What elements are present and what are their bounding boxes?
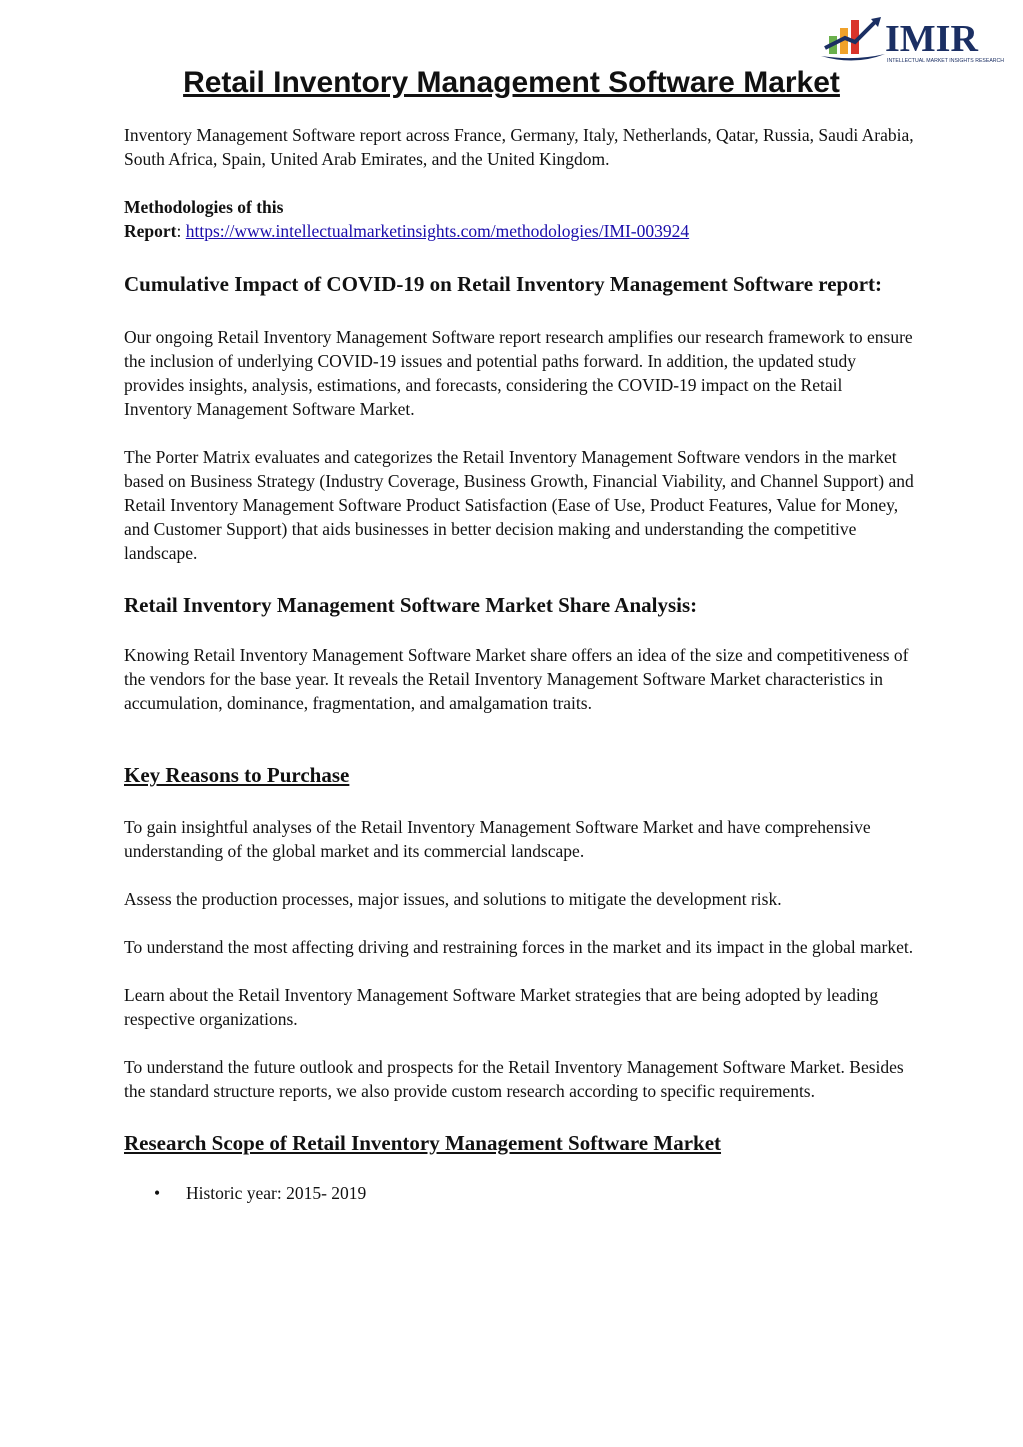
document-body <box>124 123 914 1205</box>
covid-paragraph-2: The Porter Matrix evaluates and categorizes the Retail Inventory Management Software vendors in the market based on Business Strategy (Industry Coverage, Business Growth, Financial Viability, and Channel Support) and Retail Inventory Management Software Product Satisfaction (Ease of Use, Product Features, Value for Money, and Customer Support) that aids businesses in better decision making and understanding the competitive landscape. <box>124 447 914 563</box>
reasons-heading: Key Reasons to Purchase <box>124 763 350 787</box>
covid-heading: Cumulative Impact of COVID-19 on Retail Inventory Management Software report: <box>124 272 883 296</box>
reason-item: Learn about the Retail Inventory Management Software Market strategies that are being adopted by leading respective organizations. <box>124 985 879 1029</box>
list-item <box>124 1181 914 1205</box>
reason-item: To understand the most affecting driving and restraining forces in the market and its impact in the global market. <box>124 937 914 957</box>
scope-item-text: Historic year: 2015- 2019 <box>186 1183 367 1203</box>
reason-item: To understand the future outlook and prospects for the Retail Inventory Management Software Market. Besides the standard structure reports, we also provide custom research according to specific requirements. <box>124 1057 904 1101</box>
scope-heading: Research Scope of Retail Inventory Management Software Market <box>124 1131 722 1155</box>
methodologies-link[interactable]: https://www.intellectualmarketinsights.com/methodologies/IMI-003924 <box>185 221 690 241</box>
bullet-icon: • <box>154 1183 161 1203</box>
methodologies-label: Methodologies of this <box>124 197 284 217</box>
methodologies-colon: : <box>176 221 182 241</box>
logo-text: IMIR <box>885 18 978 60</box>
intro-paragraph: Inventory Management Software report across France, Germany, Italy, Netherlands, Qatar, Russia, Saudi Arabia, South Africa, Spain, United Arab Emirates, and the United Kingdom. <box>124 125 914 169</box>
logo-chart-icon <box>821 17 885 61</box>
page-title: Retail Inventory Management Software Market <box>183 66 840 99</box>
share-heading: Retail Inventory Management Software Market Share Analysis: <box>124 593 698 617</box>
reason-item: Assess the production processes, major issues, and solutions to mitigate the development risk. <box>124 889 782 909</box>
logo-tagline: INTELLECTUAL MARKET INSIGHTS RESEARCH <box>887 58 1005 64</box>
reason-item: To gain insightful analyses of the Retail Inventory Management Software Market and have comprehensive understanding of the global market and its commercial landscape. <box>124 817 871 861</box>
imir-logo <box>815 14 1005 66</box>
scope-list <box>124 1181 914 1205</box>
covid-paragraph-1: Our ongoing Retail Inventory Management Software report research amplifies our research framework to ensure the inclusion of underlying COVID-19 issues and potential paths forward. In addition, the updated study provides insights, analysis, estimations, and forecasts, considering the COVID-19 impact on the Retail Inventory Management Software Market. <box>124 327 913 419</box>
methodologies-report-label: Report <box>124 221 177 241</box>
share-paragraph: Knowing Retail Inventory Management Software Market share offers an idea of the size and competitiveness of the vendors for the base year. It reveals the Retail Inventory Management Software Market characteristics in accumulation, dominance, fragmentation, and amalgamation traits. <box>124 645 909 713</box>
methodologies-block <box>124 195 914 243</box>
